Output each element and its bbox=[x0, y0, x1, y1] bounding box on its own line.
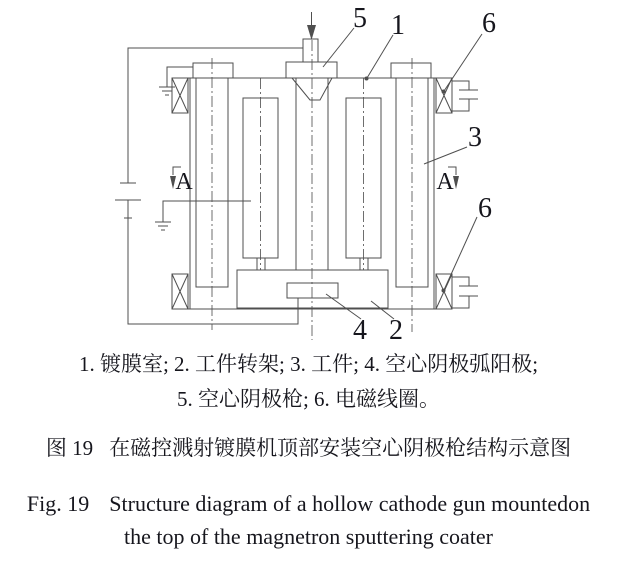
inlet-down-arrow-icon bbox=[307, 12, 316, 40]
coil-top-left-icon bbox=[172, 78, 188, 113]
part-label-6-bottom: 6 bbox=[478, 193, 492, 224]
figure-title-en-line1: Structure diagram of a hollow cathode gun mountedon bbox=[109, 491, 591, 516]
legend-line-1: 1. 镀膜室; 2. 工件转架; 3. 工件; 4. 空心阴极弧阳极; bbox=[78, 352, 539, 376]
leader-lines bbox=[323, 28, 482, 319]
gun-body bbox=[286, 62, 337, 78]
figure-number-zh: 图 19 bbox=[45, 436, 94, 460]
part-label-3: 3 bbox=[468, 122, 482, 153]
part-label-2: 2 bbox=[389, 315, 403, 346]
capacitor-top-right-icon bbox=[452, 81, 478, 111]
figure-title-en-line2: the top of the magnetron sputtering coater bbox=[124, 524, 493, 549]
coil-bottom-left-icon bbox=[172, 274, 188, 309]
center-lines bbox=[212, 40, 412, 340]
section-label-right: A bbox=[436, 169, 454, 195]
capacitor-bottom-right-icon bbox=[452, 277, 478, 308]
part-label-4: 4 bbox=[353, 315, 367, 346]
figure-number-en: Fig. 19 bbox=[26, 491, 90, 516]
part-label-1: 1 bbox=[391, 10, 405, 41]
section-arrow-right-icon bbox=[453, 176, 459, 189]
bias-wire-ground-icon bbox=[155, 201, 251, 230]
gun-nozzle bbox=[303, 39, 318, 62]
figure-caption-en bbox=[0, 490, 617, 517]
turret-box bbox=[237, 270, 388, 308]
power-supply-wiring bbox=[115, 48, 303, 324]
anode-box bbox=[287, 283, 338, 298]
turret-assembly bbox=[237, 270, 388, 308]
figure-caption-zh bbox=[0, 435, 617, 461]
figure-title-zh: 在磁控溅射镀膜机顶部安装空心阴极枪结构示意图 bbox=[109, 436, 572, 460]
legend-line-2: 5. 空心阴极枪; 6. 电磁线圈。 bbox=[176, 387, 441, 411]
section-label-left: A bbox=[175, 169, 193, 195]
part-label-6-top: 6 bbox=[482, 8, 496, 39]
part-label-5: 5 bbox=[353, 3, 367, 34]
figure-captions bbox=[0, 352, 617, 550]
